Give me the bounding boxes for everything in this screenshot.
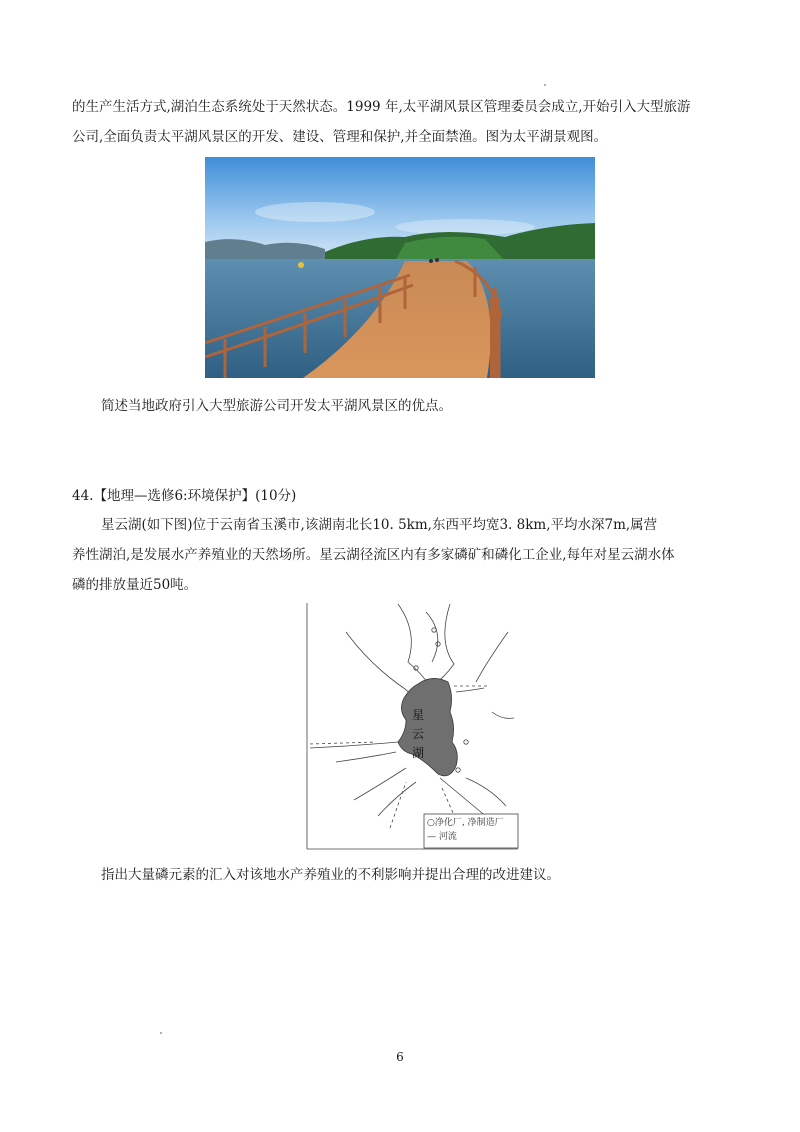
q44-para-line-3: 磷的排放量近50吨。 bbox=[72, 577, 198, 593]
lake-boardwalk-illustration bbox=[205, 157, 595, 378]
intro-line-2: 公司,全面负责太平湖风景区的开发、建设、管理和保护,并全面禁渔。图为太平湖景观图。 bbox=[72, 129, 608, 145]
q44-para-line-2: 养性湖泊,是发展水产养殖业的天然场所。星云湖径流区内有多家磷矿和磷化工企业,每年对星云湖水体 bbox=[72, 547, 675, 563]
legend-line-2: — 河流 bbox=[427, 832, 457, 842]
q44-question: 指出大量磷元素的汇入对该地水产养殖业的不利影响并提出合理的改进建议。 bbox=[101, 867, 560, 883]
taiping-lake-photo bbox=[205, 157, 595, 378]
map-legend bbox=[427, 816, 504, 844]
question-43: 简述当地政府引入大型旅游公司开发太平湖风景区的优点。 bbox=[101, 398, 452, 414]
lake-label-char-3: 湖 bbox=[412, 746, 425, 760]
lake-label-char-2: 云 bbox=[412, 727, 425, 741]
q44-heading: 44.【地理—选修6:环境保护】(10分) bbox=[72, 488, 297, 504]
q44-para-line-1: 星云湖(如下图)位于云南省玉溪市,该湖南北长10. 5km,东西平均宽3. 8km,平均水深7m,属营 bbox=[101, 517, 658, 533]
legend-line-1: ○净化厂, 净制造厂 bbox=[427, 818, 504, 828]
lake-label bbox=[412, 706, 424, 763]
page-number: 6 bbox=[396, 1050, 404, 1064]
lake-label-char-1: 星 bbox=[412, 708, 425, 722]
scan-speck bbox=[544, 84, 546, 86]
scan-speck-2 bbox=[160, 1032, 162, 1034]
xingyun-lake-map bbox=[306, 602, 519, 850]
intro-line-1: 的生产生活方式,湖泊生态系统处于天然状态。1999 年,太平湖风景区管理委员会成立,开始引入大型旅游 bbox=[72, 99, 691, 115]
